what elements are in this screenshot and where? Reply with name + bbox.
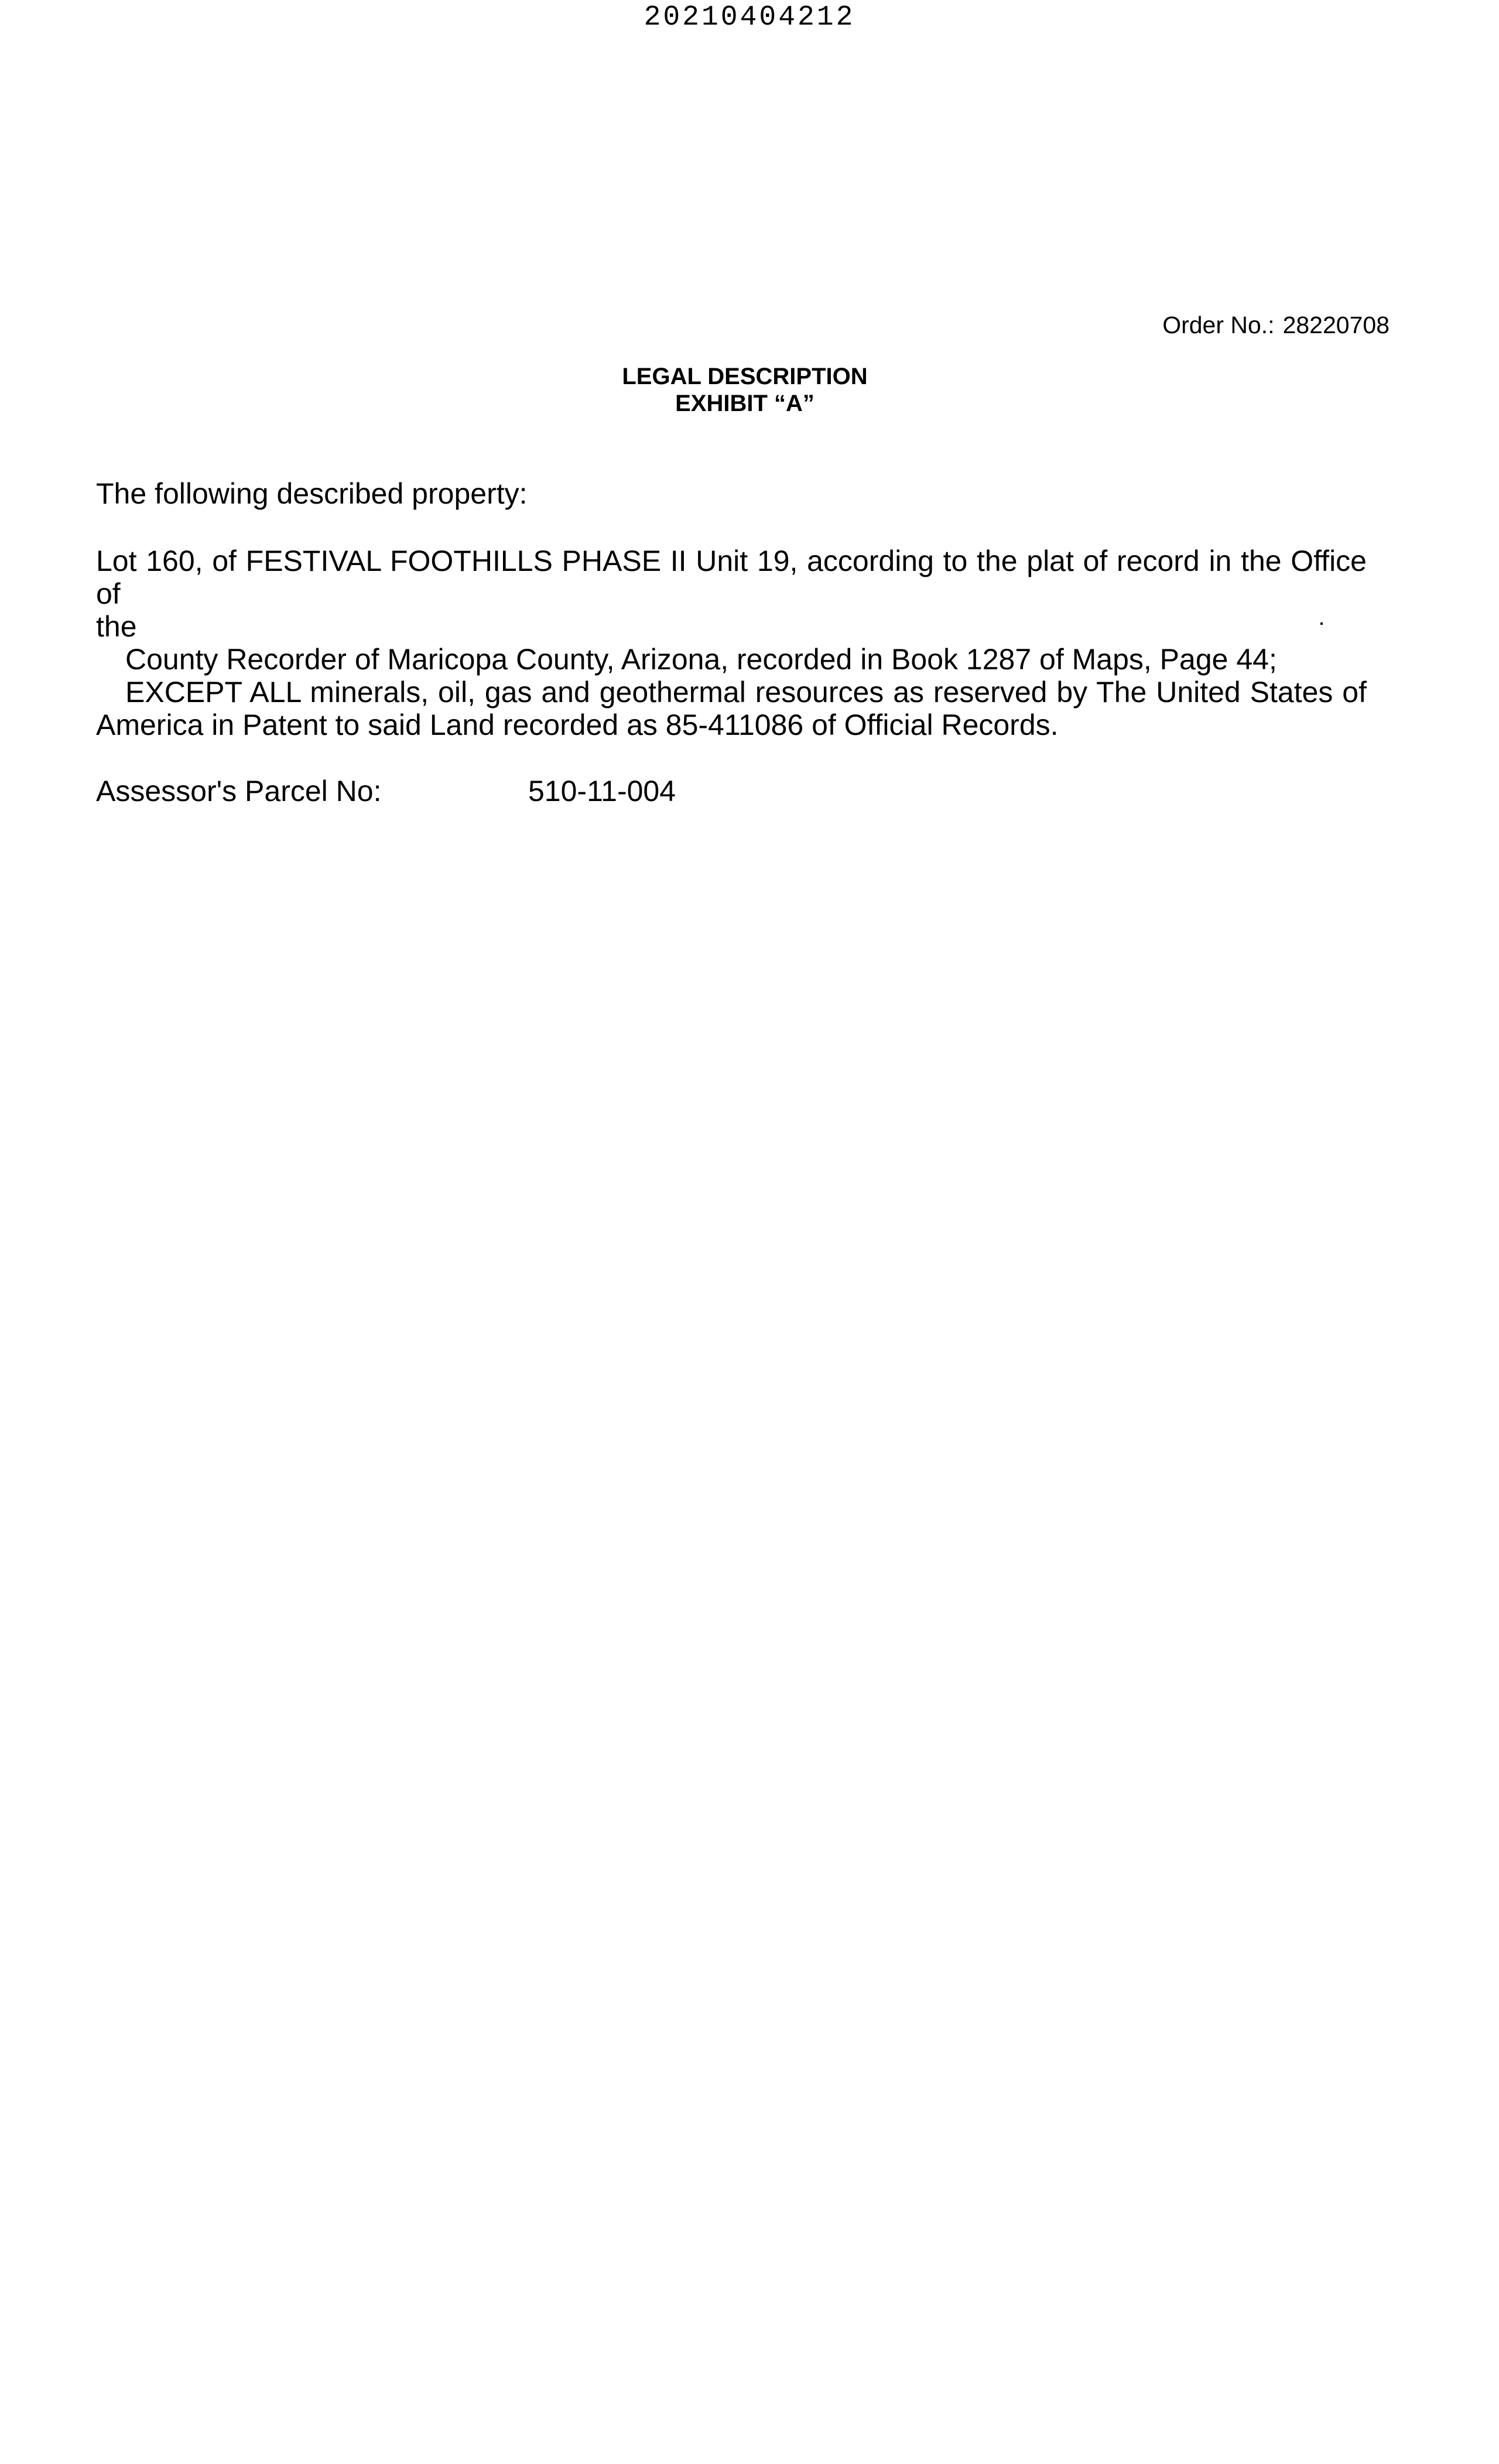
order-number-label: Order No.: — [1162, 312, 1275, 338]
heading-title: LEGAL DESCRIPTION — [622, 364, 868, 389]
parcel-value: 510-11-004 — [528, 775, 676, 807]
heading-exhibit: EXHIBIT “A” — [675, 391, 814, 416]
legal-description-body — [96, 545, 1367, 741]
parcel-line — [96, 774, 676, 809]
intro-text: The following described property: — [96, 477, 528, 510]
legal-line: the — [96, 610, 137, 643]
recording-number: 20210404212 — [644, 2, 855, 33]
legal-line: Lot 160, of FESTIVAL FOOTHILLS PHASE II Unit 19, according to the plat of record in the Office of — [96, 545, 1367, 610]
legal-line: EXCEPT ALL minerals, oil, gas and geothermal resources as reserved by The United States of — [125, 676, 1367, 709]
legal-line: America in Patent to said Land recorded as 85-411086 of Official Records. — [96, 709, 1059, 741]
parcel-label: Assessor's Parcel No: — [96, 775, 382, 807]
document-heading — [0, 363, 1490, 417]
order-number-line — [1162, 309, 1390, 341]
scan-speck — [1320, 622, 1323, 625]
legal-line: County Recorder of Maricopa County, Arizona, recorded in Book 1287 of Maps, Page 44; — [125, 643, 1277, 676]
order-number-value: 28220708 — [1282, 312, 1390, 338]
